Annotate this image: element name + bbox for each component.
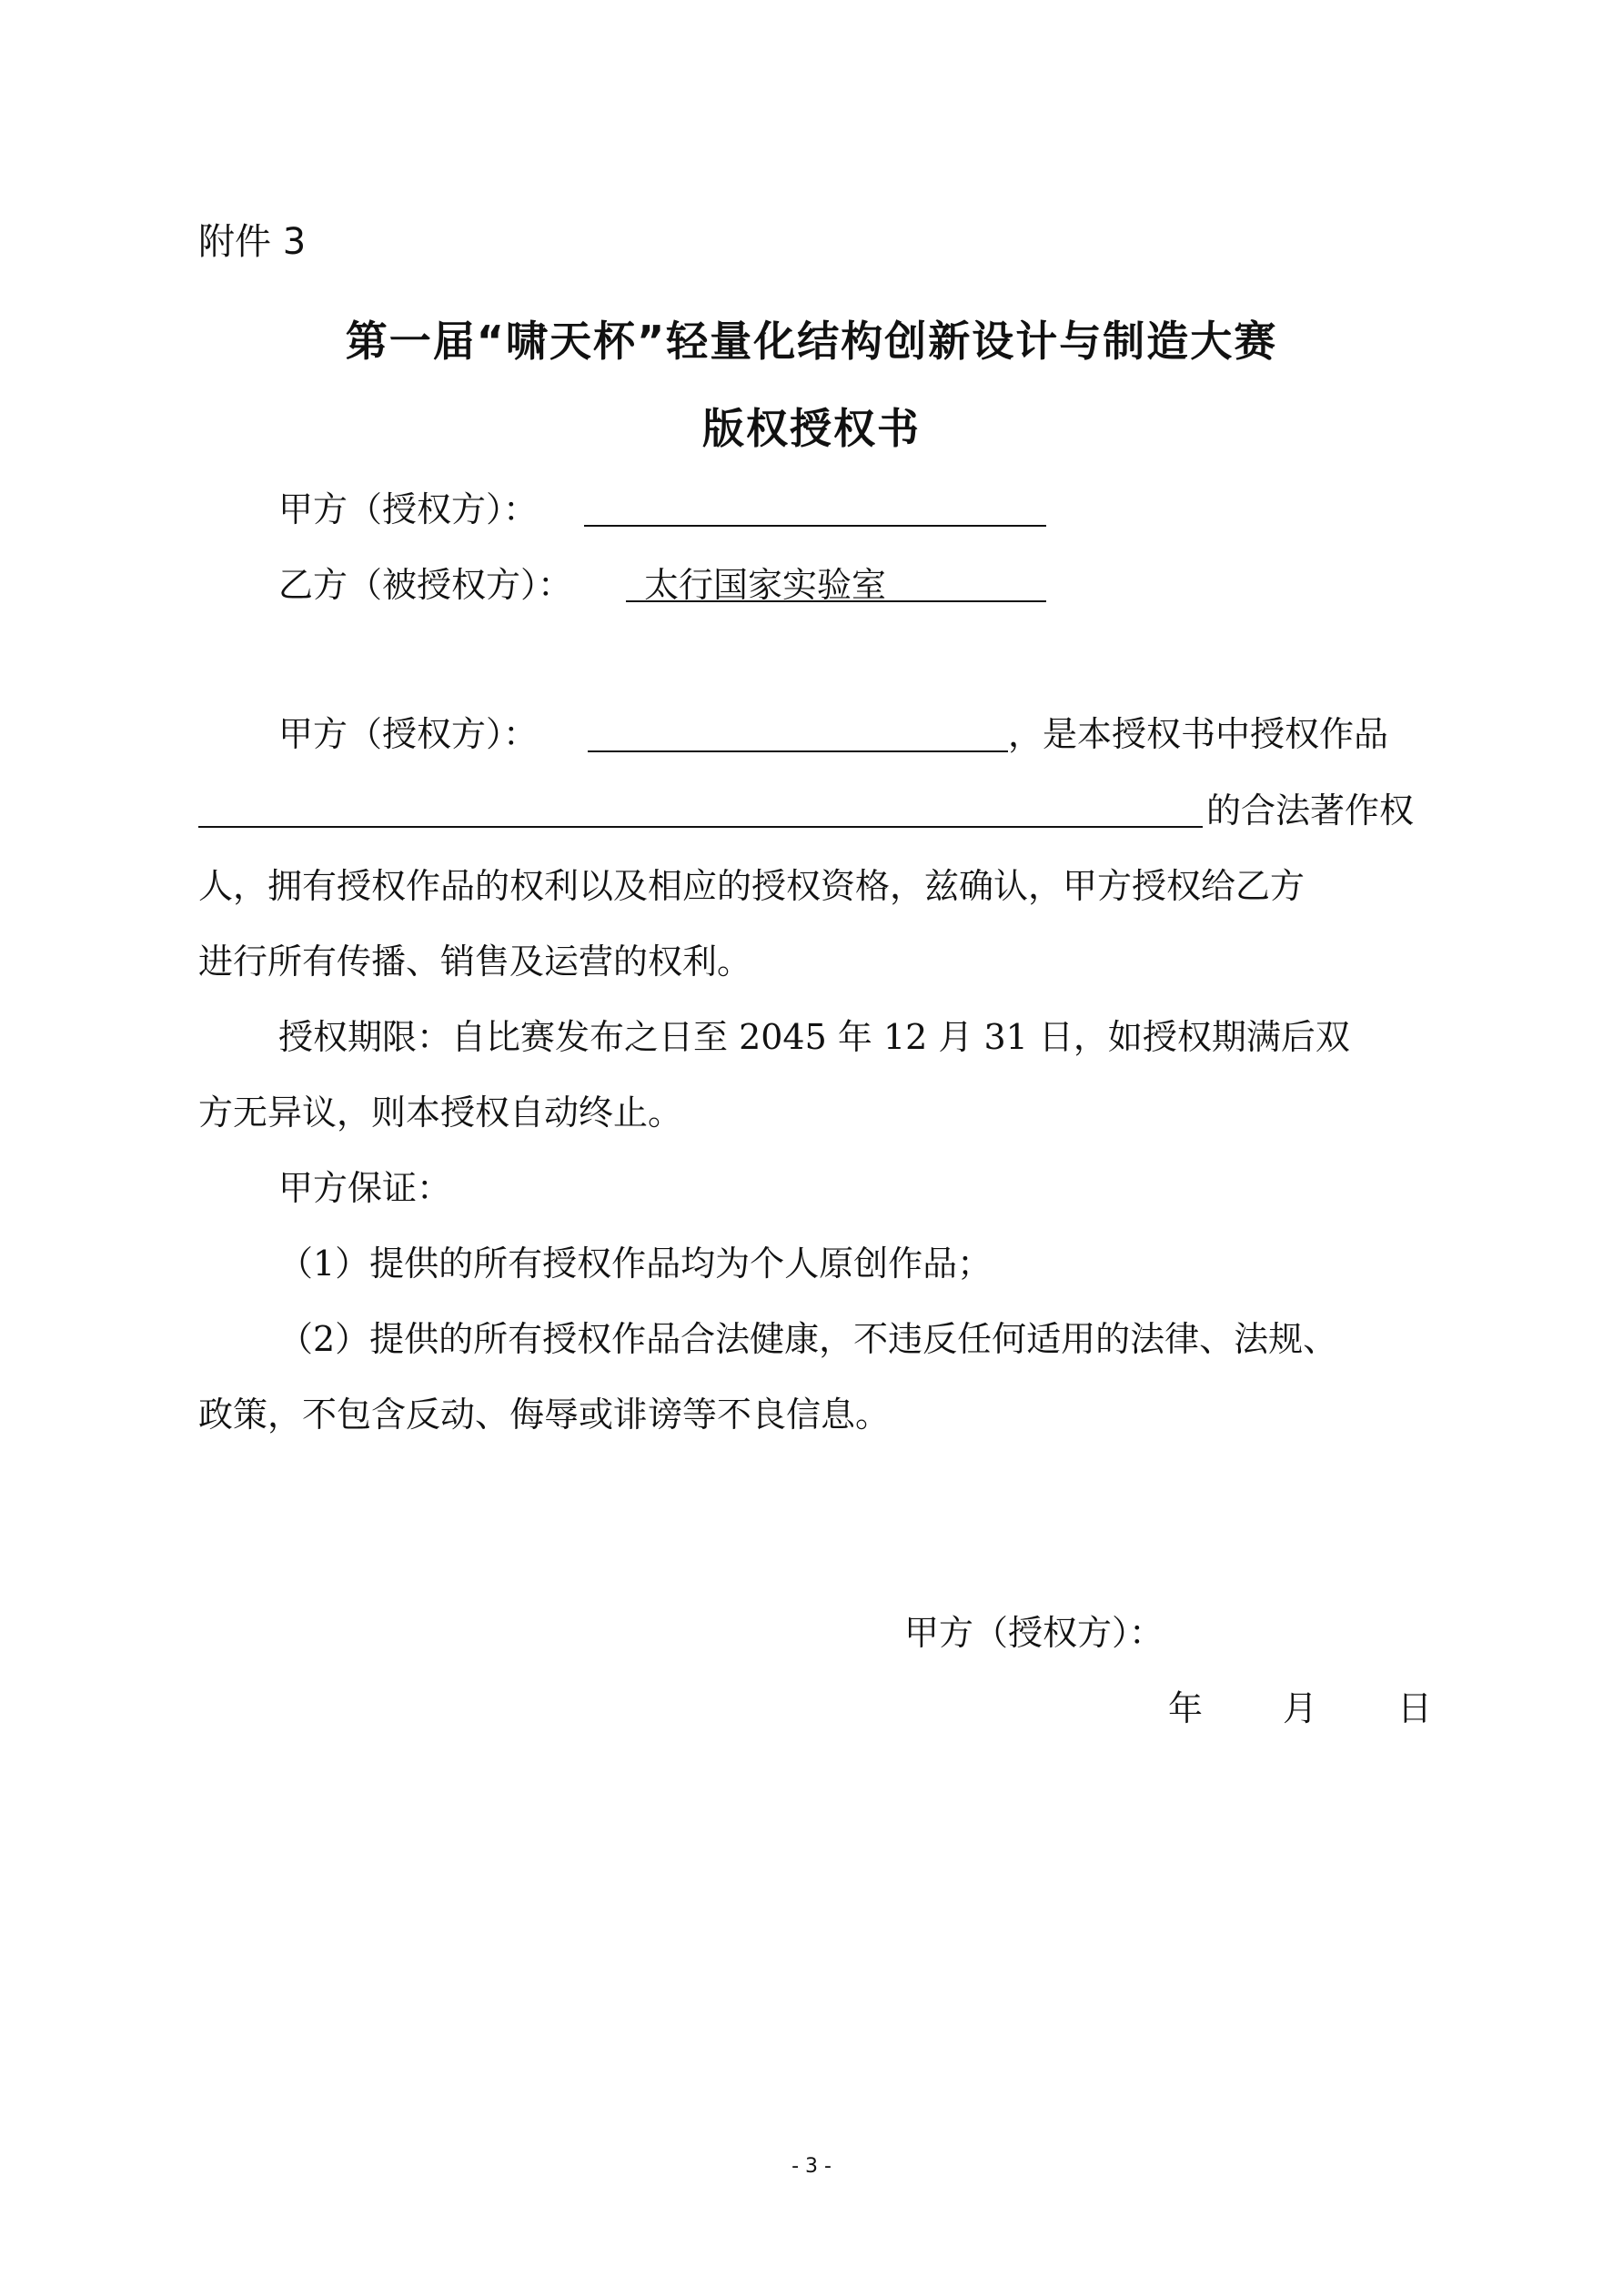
- title-line-2: 版权授权书: [702, 404, 921, 453]
- p1-line-3: 人，拥有授权作品的权利以及相应的授权资格，兹确认，甲方授权给乙方: [198, 866, 1305, 906]
- guarantee-item-2-line-2: 政策，不包含反动、侮辱或诽谤等不良信息。: [198, 1395, 891, 1435]
- signature-day: 日: [1397, 1688, 1433, 1728]
- party-a-blank[interactable]: [584, 525, 1046, 527]
- signature-label: 甲方（授权方）：: [904, 1613, 1164, 1653]
- p1-label: 甲方（授权方）：: [278, 714, 539, 754]
- work-title-blank[interactable]: [198, 826, 1203, 828]
- signature-month: 月: [1283, 1688, 1318, 1728]
- p3-text: 甲方保证：: [278, 1168, 452, 1208]
- party-b-label: 乙方（被授权方）：: [278, 565, 573, 605]
- attachment-label: 附件 3: [198, 221, 307, 263]
- title-line-1: 第一届“啸天杯”轻量化结构创新设计与制造大赛: [345, 317, 1278, 366]
- page-number: - 3 -: [791, 2155, 832, 2178]
- p2-line-2: 方无异议，则本授权自动终止。: [198, 1093, 683, 1133]
- signature-year: 年: [1168, 1688, 1204, 1728]
- p1-party-a-blank[interactable]: [588, 750, 1008, 752]
- p1-after-text: ，是本授权书中授权作品: [1008, 714, 1389, 754]
- guarantee-item-1: （1）提供的所有授权作品均为个人原创作品；: [278, 1244, 993, 1284]
- party-b-value: 太行国家实验室: [644, 565, 887, 605]
- guarantee-item-2-line-1: （2）提供的所有授权作品合法健康，不违反任何适用的法律、法规、: [278, 1319, 1338, 1359]
- p1-line-4: 进行所有传播、销售及运营的权利。: [198, 942, 752, 982]
- p1-line2-after: 的合法著作权: [1206, 791, 1415, 831]
- party-a-label: 甲方（授权方）：: [278, 489, 539, 529]
- party-b-underline: [626, 600, 1046, 602]
- p2-line-1: 授权期限：自比赛发布之日至 2045 年 12 月 31 日，如授权期满后双: [278, 1017, 1350, 1057]
